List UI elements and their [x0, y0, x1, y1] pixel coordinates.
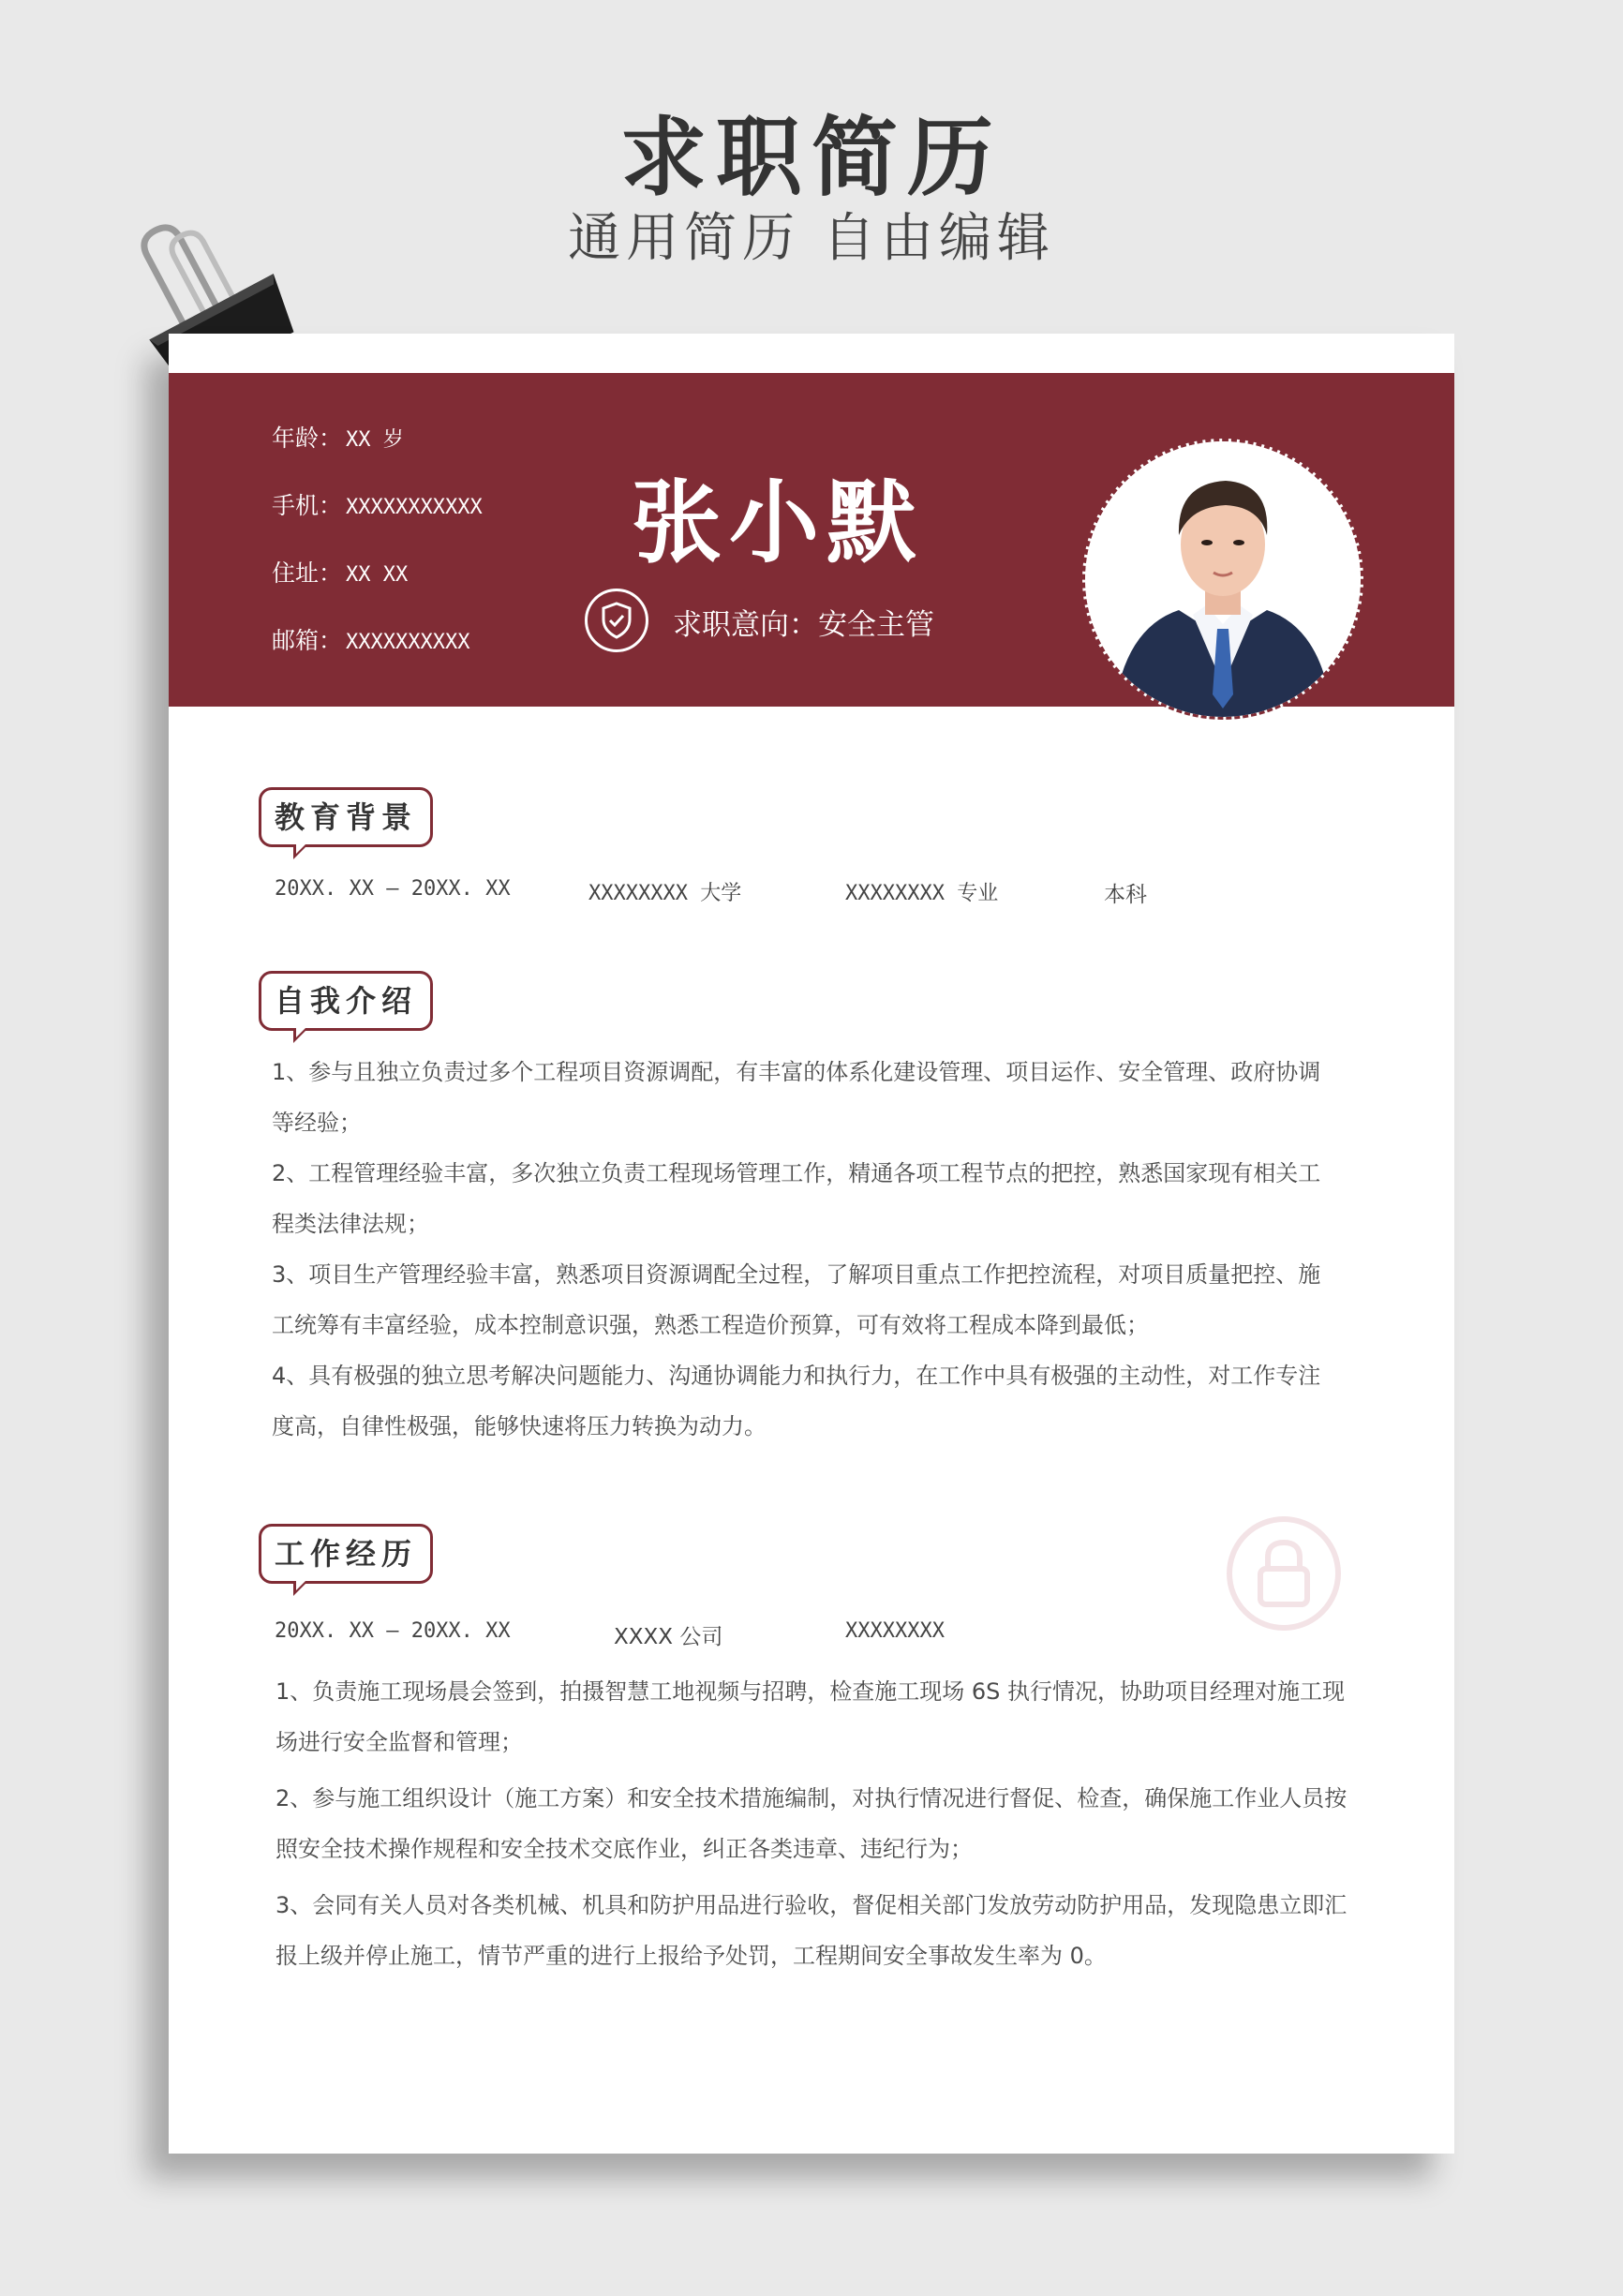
- lock-watermark-icon: [1223, 1513, 1345, 1634]
- education-title: 教育背景: [274, 799, 417, 835]
- intro-item: 1、参与且独立负责过多个工程项目资源调配，有丰富的体系化建设管理、项目运作、安全管理、政府协调等经验；: [272, 1059, 1321, 1136]
- intro-item: 4、具有极强的独立思考解决问题能力、沟通协调能力和执行力，在工作中具有极强的主动性，对工作专注度高，自律性极强，能够快速将压力转换为动力。: [272, 1363, 1321, 1439]
- education-degree: 本科: [1104, 883, 1147, 907]
- email-line: [272, 622, 469, 656]
- section-title-work: [259, 1524, 433, 1584]
- work-position: XXXXXXXX: [845, 1619, 945, 1643]
- education-period: 20XX. XX – 20XX. XX: [275, 877, 511, 901]
- candidate-name: 张小默: [632, 470, 924, 575]
- avatar: [1082, 439, 1363, 720]
- intro-list: [272, 1047, 1340, 1452]
- phone-line: [272, 487, 483, 521]
- section-title-intro: [259, 971, 433, 1031]
- phone-label: 手机：: [272, 492, 343, 519]
- section-title-education: [259, 787, 433, 847]
- work-item: 3、会同有关人员对各类机械、机具和防护用品进行验收，督促相关部门发放劳动防护用品，发现隐患立即汇报上级并停止施工，情节严重的进行上报给予处罚，工程期间安全事故发生率为 0。: [275, 1892, 1348, 1969]
- intro-title: 自我介绍: [274, 983, 417, 1019]
- education-major: XXXXXXXX 专业: [845, 882, 999, 905]
- work-company: XXXX 公司: [614, 1625, 723, 1649]
- email-value: XXXXXXXXXX: [346, 631, 470, 654]
- phone-value: XXXXXXXXXXX: [346, 496, 483, 519]
- work-title: 工作经历: [274, 1536, 417, 1572]
- resume-paper: [169, 334, 1454, 2154]
- age-label: 年龄：: [272, 425, 343, 452]
- work-list: [275, 1666, 1353, 1987]
- intro-item: 3、项目生产管理经验丰富，熟悉项目资源调配全过程，了解项目重点工作把控流程，对项目质量把控、施工统筹有丰富经验，成本控制意识强，熟悉工程造价预算，可有效将工程成本降到最低；: [272, 1261, 1321, 1338]
- age-value: XX 岁: [346, 428, 404, 452]
- address-label: 住址：: [272, 559, 343, 587]
- intro-item: 2、工程管理经验丰富，多次独立负责工程现场管理工作，精通各项工程节点的把控，熟悉国家现有相关工程类法律法规；: [272, 1160, 1321, 1237]
- work-item: 1、负责施工现场晨会签到，拍摄智慧工地视频与招聘，检查施工现场 6S 执行情况，协助项目经理对施工现场进行安全监督和管理；: [275, 1678, 1346, 1755]
- education-school: XXXXXXXX 大学: [588, 882, 742, 905]
- work-period: 20XX. XX – 20XX. XX: [275, 1619, 511, 1643]
- address-value: XX XX: [346, 563, 409, 587]
- address-line: [272, 555, 408, 589]
- poster-subtitle: 通用简历 自由编辑: [568, 208, 1055, 269]
- job-intent: 求职意向：安全主管: [673, 608, 934, 642]
- shield-check-icon: [585, 589, 648, 652]
- work-item: 2、参与施工组织设计（施工方案）和安全技术措施编制，对执行情况进行督促、检查，确保施工作业人员按照安全技术操作规程和安全技术交底作业，纠正各类违章、违纪行为；: [275, 1785, 1348, 1862]
- resume-header: [169, 373, 1454, 707]
- email-label: 邮箱：: [272, 627, 343, 654]
- poster-title: 求职简历: [619, 108, 1003, 208]
- age-line: [272, 420, 404, 454]
